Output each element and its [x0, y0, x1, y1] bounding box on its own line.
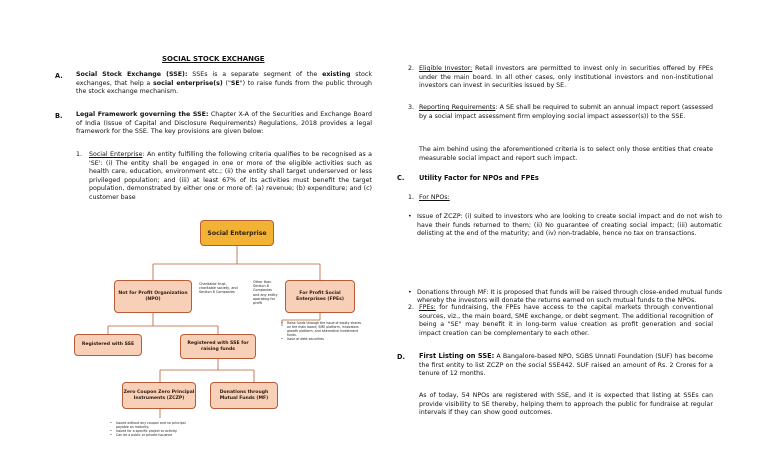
npo-sub-heading: For NPOs: [419, 194, 450, 201]
section-d-text: First Listing on SSE: A Bangalore-based NPO, SGBS Unnati Foundation (SUF) has become the first entity to list ZCZP on the social SSE442. SUF raised an amount of Rs. 2 Crores for a tenure of 12 months. [419, 352, 714, 378]
diagram-registered-sse-box: Registered with SSE [74, 334, 142, 356]
diagram-root-social-enterprise: Social Enterprise [200, 220, 274, 246]
diagram-npo-box: Not for Profit Organization (NPO) [114, 280, 192, 313]
item2-number: 2. [408, 65, 415, 72]
item1-number: 1. [76, 151, 83, 158]
item3-reporting: Reporting Requirements: A SE shall be required to submit an annual impact report (assessed by a social impact assessment firm employing social impact assessor(s)) to the SSE. [419, 104, 714, 120]
page-title: SOCIAL STOCK EXCHANGE [162, 55, 265, 63]
item3-number: 3. [408, 104, 415, 111]
section-b-label: B. [55, 112, 63, 120]
diagram-zczp-bullet: • Issued for a specific project or activity. [110, 429, 192, 433]
section-b-text: Legal Framework governing the SSE: Chapter X-A of the Securities and Exchange Board of India (Issue of Capital and Disclosure Requirements) Regulations, 2018 provides a legal framework for the SSE. The key provisions are given below: [76, 111, 372, 136]
zczp-bullet: • Issue of ZCZP: (i) suited to investors who are looking to create social impact and do not wish to have their funds returned to them; (ii) No guarantee of creating social impact; (iii) automatic delisting at the end of the maturity; and (iv) non-tradable, hence no tax on transactions. [408, 213, 722, 239]
diagram-fpe-bullet: • Raise funds through the issue of equity shares on the main board, SME platform, innovators growth platform, and alternative investment funds. [281, 321, 366, 337]
diagram-zczp-box: Zero Coupon Zero Principal Instruments (ZCZP) [122, 382, 196, 409]
diagram-fpe-bullets [281, 321, 366, 341]
item2-eligible-investor: Eligible Investor: Retail investors are permitted to invest only in securities offered by FPEs under the main board. In all other cases, only institutional investors and non-institutional investors can invest in securities issued by SE. [419, 65, 713, 90]
diagram-zczp-bullets [110, 421, 192, 437]
section-c-heading: Utility Factor for NPOs and FPEs [419, 174, 539, 182]
npo-sub-number: 1. [408, 194, 415, 201]
diagram-mf-box: Donations through Mutual Funds (MF) [210, 382, 278, 409]
diagram-fpe-bullet: • Issue of debt securities [281, 337, 366, 341]
fpe-sub-number: 2. [408, 304, 415, 311]
diagram-fpe-box: For Profit Social Enterprises (FPEs) [285, 280, 355, 313]
section-a-text: Social Stock Exchange (SSE): SSEs is a separate segment of the existing stock exchanges, that help a social enterprise(s) ("SE") to raise funds from the public through the stock exchange mechanism. [76, 71, 373, 96]
diagram-fpe-note: Other than Section 8 Companies and any entity operating for profit [253, 280, 278, 306]
section-c-label: C. [397, 174, 405, 182]
diagram-npo-note: Charitable trust, charitable society, and Section 8 Companies [199, 282, 238, 295]
section-d-paragraph-2: As of today, 54 NPOs are registered with SSE, and it is expected that listing at SSEs can provide visibility to SE thereby, helping them to approach the public for fundraise at regular intervals if they can show good outcomes. [419, 392, 713, 417]
aim-paragraph: The aim behind using the aforementioned criteria is to select only those entities that create measurable social impact and report such impact. [419, 146, 713, 162]
section-a-label: A. [55, 72, 63, 80]
diagram-zczp-bullet: • Issued without any coupon and no principal payable on maturity. [110, 421, 192, 429]
mf-donation-bullet: • Donations through MF: It is proposed that funds will be raised through close-ended mutual funds whereby the investors will donate the returns earned on such mutual funds to the NPOs. [408, 289, 722, 306]
item1-social-enterprise: Social Enterprise: An entity fulfilling the following criteria qualifies to be recognised as a 'SE': (i) The entity shall be engaged in one or more of the eligible activities such as health care, education, environment etc.; (ii) the entity shall target underserved or less privileged population; and (iii) at least 67% of its activities must benefit the target population, demonstrated by either one or more of: (a) revenue; (b) expenditure; and (c) customer base [89, 151, 373, 201]
fpe-paragraph: FPEs: for fundraising, the FPEs have access to the capital markets through conventional sources, viz., the main board, SME exchange, or debt segment. The additional recognition of being a "SE" may benefit it in long-term value creation as profit generation and social impact creation can be complementary to each other. [419, 304, 713, 337]
section-d-label: D. [397, 353, 405, 361]
diagram-zczp-bullet: • Can be a public or private issuance [110, 433, 192, 437]
diagram-registered-raise-box: Registered with SSE for raising funds [180, 334, 256, 359]
